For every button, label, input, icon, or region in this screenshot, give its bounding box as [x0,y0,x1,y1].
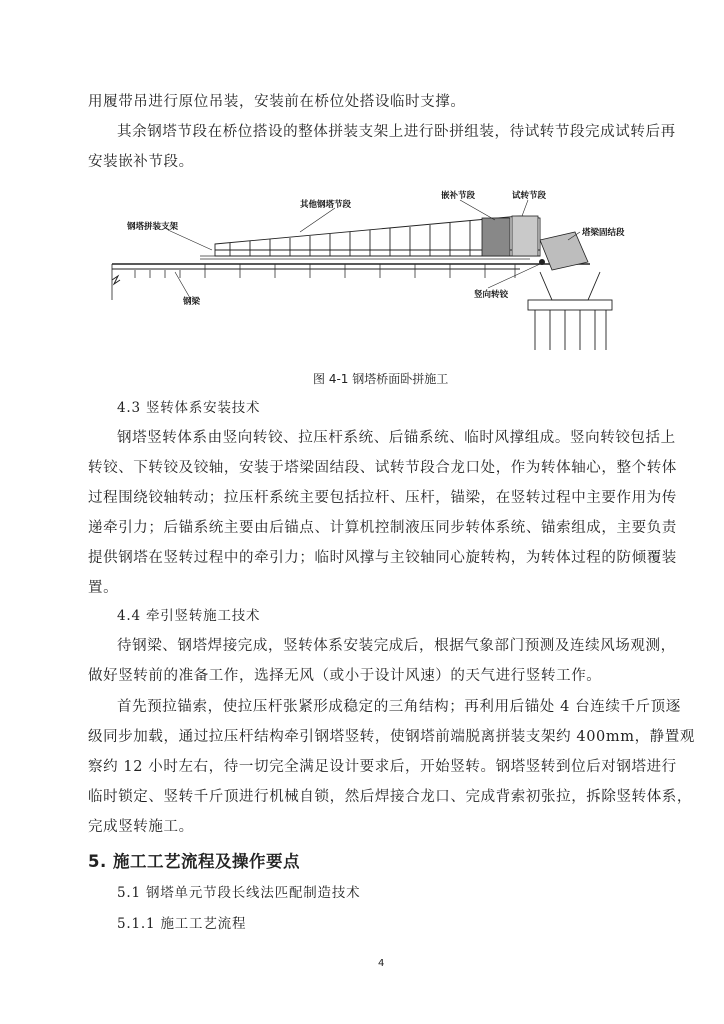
paragraph-line: 级同步加载，通过拉压杆结构牵引钢塔竖转，使钢塔前端脱离拼装支架约 400mm，静置观 [88,729,695,745]
paragraph-line: 临时锁定、竖转千斤顶进行机械自锁，然后焊接合龙口、完成背索初张拉，拆除竖转体系， [88,789,692,805]
label-infill-segment: 嵌补节段 [441,191,476,201]
label-other-segments: 其他钢塔节段 [300,200,352,210]
steel-beam-deck [112,264,590,269]
paragraph-line: 完成竖转施工。 [88,819,194,835]
paragraph-line: 提供钢塔在竖转过程中的牵引力；临时风撑与主铰轴同心旋转构，为转体过程的防倾覆装 [88,550,677,566]
paragraph-line: 转铰、下转铰及铰轴，安装于塔梁固结段、试转节段合龙口处，作为转体轴心，整个转体 [88,460,677,476]
paragraph-line: 其余钢塔节段在桥位搭设的整体拼装支架上进行卧拼组装，待试转节段完成试转后再 [117,124,676,140]
paragraph-line: 察约 12 小时左右，待一切完全满足设计要求后，开始竖转。钢塔竖转到位后对钢塔进行 [88,759,677,775]
figure-caption: 图 4-1 钢塔桥面卧拼施工 [313,372,449,386]
label-steel-beam: 钢梁 [183,297,201,307]
label-tower-beam-segment: 塔梁固结段 [582,228,625,238]
subsection-heading-5-1: 5.1 钢塔单元节段长线法匹配制造技术 [117,885,361,901]
section-heading-4-4: 4.4 牵引竖转施工技术 [117,608,261,624]
subsection-heading-5-1-1: 5.1.1 施工工艺流程 [117,916,247,932]
paragraph-line: 待钢梁、钢塔焊接完成，竖转体系安装完成后，根据气象部门预测及连续风场观测， [117,638,676,654]
pier [528,272,612,350]
paragraph-line: 安装嵌补节段。 [88,154,194,170]
assembly-support-frame [135,256,530,278]
label-trial-segment: 试转节段 [512,191,547,201]
figure-tower-deck-assembly [0,180,724,380]
paragraph-line: 过程围绕铰轴转动；拉压杆系统主要包括拉杆、压杆，锚梁，在竖转过程中主要作用为传 [88,490,677,506]
paragraph-line: 钢塔竖转体系由竖向转铰、拉压杆系统、后锚系统、临时风撑组成。竖向转铰包括上 [117,430,676,446]
paragraph-line: 递牵引力；后锚系统主要由后锚点、计算机控制液压同步转体系统、锚索组成，主要负责 [88,520,677,536]
paragraph-line: 用履带吊进行原位吊装，安装前在桥位处搭设临时支撑。 [88,94,466,110]
break-mark [112,276,120,284]
trial-segment [512,216,538,256]
label-assembly-support: 钢塔拼装支架 [127,222,179,232]
paragraph-line: 首先预拉锚索，使拉压杆张紧形成稳定的三角结构；再利用后锚处 4 台连续千斤顶逐 [117,699,681,715]
section-heading-4-3: 4.3 竖转体系安装技术 [117,400,261,416]
section-heading-5: 5. 施工工艺流程及操作要点 [88,852,300,871]
page-number: 4 [378,958,385,969]
label-vertical-hinge: 竖向转铰 [474,290,509,300]
paragraph-line: 做好竖转前的准备工作，选择无风（或小于设计风速）的天气进行竖转工作。 [88,668,602,684]
paragraph-line: 置。 [88,580,119,596]
infill-segment [482,218,510,256]
